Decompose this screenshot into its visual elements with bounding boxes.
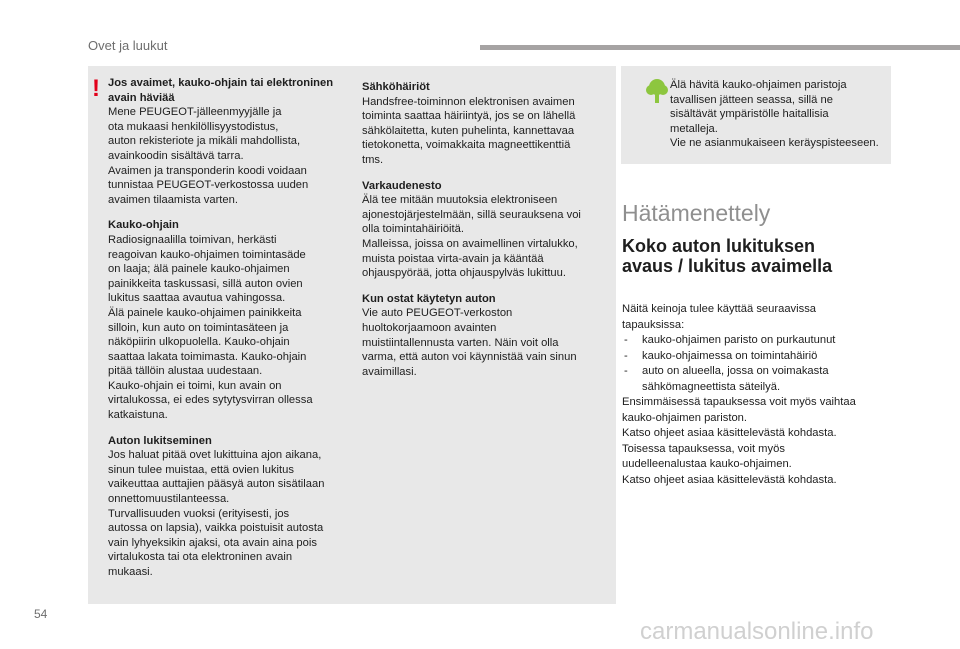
- section-immobiliser: [362, 179, 604, 281]
- chapter-title: Ovet ja luukut: [88, 38, 168, 53]
- list-item: - auto on alueella, jossa on voimakasta sähkömagneettista säteilyä.: [622, 364, 902, 395]
- section-heading: Varkaudenesto: [362, 179, 442, 192]
- section-body: Vie auto PEUGEOT-verkoston huoltokorjaamoon avainten muistiintallennusta varten. Näin voit olla varma, että auton voi käynnistää vain sinun avaimillasi.: [362, 307, 577, 378]
- middle-column: [362, 80, 604, 390]
- section-heading: Kun ostat käytetyn auton: [362, 292, 496, 305]
- section-body: Älä tee mitään muutoksia elektroniseen ajonestojärjestelmään, sillä seurauksena voi olla toimintahäiriöitä. Malleissa, joissa on avaimellinen virtalukko, muista poistaa virta-avain ja kääntää ohjauspyörää, jotta ohjauspylväs lukittuu.: [362, 194, 581, 280]
- list-item: - kauko-ohjaimen paristo on purkautunut: [622, 333, 902, 349]
- eco-note-text: Älä hävitä kauko-ohjaimen paristoja tavallisen jätteen seassa, sillä ne sisältävät ympäristölle haitallisia metalleja. Vie ne asianmukaiseen keräyspisteeseen.: [670, 79, 879, 150]
- list-item: - kauko-ohjaimessa on toimintahäiriö: [622, 349, 902, 365]
- emergency-procedure-body: [622, 302, 902, 488]
- section-heading: Sähköhäiriöt: [362, 81, 430, 93]
- case-list: [622, 333, 902, 395]
- page-number: 54: [34, 607, 48, 621]
- section-locking: [108, 434, 348, 580]
- eco-tree-icon: [646, 78, 668, 104]
- section-lost-keys: [108, 76, 348, 207]
- section-heading: Kauko-ohjain: [108, 219, 179, 232]
- section-body: Handsfree-toiminnon elektronisen avaimen toiminta saattaa häiriintyä, jos se on lähellä sähkölaitetta, kuten puhelinta, kannettavaa tietokonetta, voimakkaita magneettikenttiä tms.: [362, 95, 576, 166]
- section-remote: [108, 218, 348, 422]
- section-body: Mene PEUGEOT-jälleenmyyjälle ja ota mukaasi henkilöllisyystodistus, auton rekisteriote ja mikäli mahdollista, avainkoodin sisältävä tarra. Avaimen ja transponderin koodi voidaan tunnistaa PEUGEOT-verkostossa uuden avaimen tilaamista varten.: [108, 106, 309, 206]
- section-heading: Jos avaimet, kauko-ohjain tai elektroninen avain häviää: [108, 77, 334, 104]
- outro-text: Ensimmäisessä tapauksessa voit myös vaihtaa kauko-ohjaimen pariston. Katso ohjeet asiaa käsittelevästä kohdasta. Toisessa tapauksessa, voit myös uudelleenalustaa kauko-ohjaimen. Katso ohjeet asiaa käsittelevästä kohdasta.: [622, 396, 856, 486]
- section-body: Jos haluat pitää ovet lukittuina ajon aikana, sinun tulee muistaa, että ovien lukitus vaikeuttaa auttajien pääsyä auton sisätilaan onnettomuustilanteessa. Turvallisuuden vuoksi (erityisesti, jos autossa on lapsia), vaikka poistuisit autosta vain lyhyeksikin ajaksi, ota avain aina pois virtalukosta tai ota elektroninen avain mukaasi.: [108, 449, 325, 578]
- watermark: carmanualsonline.info: [640, 618, 874, 645]
- intro-text: Näitä keinoja tulee käyttää seuraavissa tapauksissa:: [622, 303, 817, 331]
- section-heading: Auton lukitseminen: [108, 434, 212, 447]
- chapter-bar: [480, 45, 960, 50]
- section-interference: [362, 80, 604, 168]
- section-used-car: [362, 292, 604, 380]
- warning-icon: !: [92, 75, 100, 102]
- section-body: Radiosignaalilla toimivan, herkästi reagoivan kauko-ohjaimen toimintasäde on laaja; älä painele kauko-ohjaimen painikkeita taskussasi, sillä auton ovien lukitus saattaa avautua vahingossa. Älä painele kauko-ohjaimen painikkeita silloin, kun auto on toimintasäteen ja näköpiirin ulkopuolella. Kauko-ohjain saattaa lakata toimimasta. Kauko-ohjain pitää tällöin alustaa uudestaan. Kauko-ohjain ei toimi, kun avain on virtalukossa, ei edes sytytysvirran ollessa katkaistuna.: [108, 233, 313, 422]
- section-title: Hätämenettely: [622, 200, 771, 226]
- left-column: [108, 76, 348, 591]
- subsection-title: Koko auton lukituksen avaus / lukitus avaimella: [622, 236, 833, 276]
